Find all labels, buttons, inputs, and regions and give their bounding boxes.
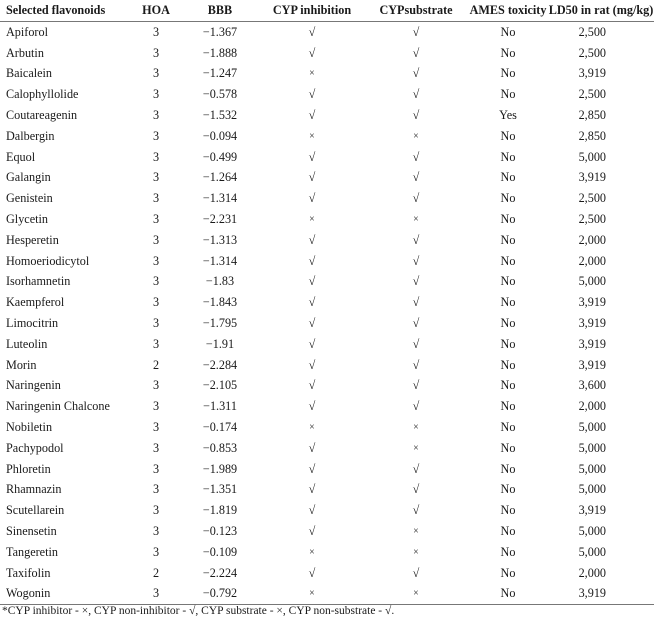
cell-cyp-substrate: √ bbox=[412, 232, 420, 247]
cell-ames-toxicity: No bbox=[500, 274, 516, 289]
cell-hoa: 3 bbox=[152, 66, 160, 81]
cell-ames-toxicity: No bbox=[500, 66, 516, 81]
cell-hoa: 2 bbox=[152, 565, 160, 580]
cell-bbb: −0.109 bbox=[202, 544, 238, 559]
cell-hoa: 3 bbox=[152, 316, 160, 331]
cell-hoa: 3 bbox=[152, 87, 160, 102]
cell-ames-toxicity: No bbox=[500, 128, 516, 143]
table-row bbox=[0, 272, 654, 293]
cell-ames-toxicity: No bbox=[500, 503, 516, 518]
cell-hoa: 3 bbox=[152, 482, 160, 497]
cell-ames-toxicity: No bbox=[500, 191, 516, 206]
cell-cyp-inhibition: √ bbox=[308, 295, 316, 310]
cell-flavonoid-name: Luteolin bbox=[6, 336, 48, 351]
cell-flavonoid-name: Dalbergin bbox=[6, 128, 55, 143]
cell-cyp-inhibition: √ bbox=[308, 399, 316, 414]
cell-bbb: −1.367 bbox=[202, 24, 238, 39]
table-row bbox=[0, 438, 654, 459]
cell-hoa: 3 bbox=[152, 524, 160, 539]
cell-flavonoid-name: Phloretin bbox=[6, 461, 51, 476]
cell-cyp-inhibition: √ bbox=[308, 524, 316, 539]
cell-cyp-inhibition: √ bbox=[308, 24, 316, 39]
cell-flavonoid-name: Isorhamnetin bbox=[6, 274, 71, 289]
cell-ames-toxicity: No bbox=[500, 336, 516, 351]
cell-hoa: 3 bbox=[152, 503, 160, 518]
cell-cyp-inhibition: √ bbox=[308, 274, 316, 289]
cell-flavonoid-name: Wogonin bbox=[0, 584, 132, 605]
cell-bbb: −1.819 bbox=[202, 503, 238, 518]
header-hoa: HOA bbox=[132, 0, 180, 22]
cell-ames-toxicity: Yes bbox=[499, 108, 517, 123]
cell-ames-toxicity: No bbox=[500, 420, 516, 435]
cell-cyp-substrate: √ bbox=[412, 87, 420, 102]
cell-cyp-substrate: × bbox=[413, 526, 419, 538]
cell-flavonoid-name: Kaempferol bbox=[6, 295, 65, 310]
cell-hoa: 3 bbox=[152, 253, 160, 268]
cell-ld50: 5,000 bbox=[578, 420, 606, 435]
cell-ld50: 2,500 bbox=[578, 191, 606, 206]
cell-bbb: −1.313 bbox=[202, 232, 238, 247]
cell-cyp-inhibition: √ bbox=[308, 232, 316, 247]
cell-cyp-substrate: × bbox=[413, 130, 419, 142]
cell-cyp-inhibition: × bbox=[309, 130, 315, 142]
cell-ames-toxicity: No bbox=[500, 232, 516, 247]
cell-hoa: 3 bbox=[152, 170, 160, 185]
cell-cyp-substrate: √ bbox=[412, 461, 420, 476]
cell-bbb: −1.989 bbox=[202, 461, 238, 476]
cell-cyp-inhibition: × bbox=[260, 584, 364, 605]
cell-cyp-substrate: √ bbox=[412, 191, 420, 206]
cell-ld50: 3,600 bbox=[578, 378, 606, 393]
table-row bbox=[0, 22, 654, 43]
table-body bbox=[0, 22, 654, 605]
cell-flavonoid-name: Equol bbox=[6, 149, 36, 164]
cell-cyp-substrate: √ bbox=[412, 336, 420, 351]
table-row bbox=[0, 355, 654, 376]
cell-hoa: 2 bbox=[152, 357, 160, 372]
cell-flavonoid-name: Galangin bbox=[6, 170, 51, 185]
cell-hoa: 3 bbox=[152, 440, 160, 455]
cell-flavonoid-name: Limocitrin bbox=[6, 316, 59, 331]
cell-bbb: −1.532 bbox=[202, 108, 238, 123]
cell-bbb: −2.105 bbox=[202, 378, 238, 393]
cell-cyp-substrate: √ bbox=[412, 295, 420, 310]
table-row bbox=[0, 313, 654, 334]
cell-bbb: −1.264 bbox=[202, 170, 238, 185]
table-row bbox=[0, 64, 654, 85]
cell-hoa: 3 bbox=[152, 45, 160, 60]
cell-cyp-substrate: √ bbox=[412, 274, 420, 289]
cell-ld50: 5,000 bbox=[578, 149, 606, 164]
table-row bbox=[0, 147, 654, 168]
cell-ames-toxicity: No bbox=[500, 24, 516, 39]
cell-cyp-substrate: √ bbox=[412, 565, 420, 580]
cell-ld50: 2,500 bbox=[578, 24, 606, 39]
table-row bbox=[0, 292, 654, 313]
cell-bbb: −1.843 bbox=[202, 295, 238, 310]
cell-cyp-inhibition: × bbox=[309, 214, 315, 226]
cell-flavonoid-name: Tangeretin bbox=[6, 544, 58, 559]
cell-bbb: −0.853 bbox=[202, 440, 238, 455]
cell-hoa: 3 bbox=[152, 336, 160, 351]
cell-flavonoid-name: Rhamnazin bbox=[6, 482, 62, 497]
cell-cyp-inhibition: √ bbox=[308, 191, 316, 206]
cell-cyp-inhibition: √ bbox=[308, 336, 316, 351]
cell-cyp-substrate: √ bbox=[412, 503, 420, 518]
header-name: Selected flavonoids bbox=[0, 0, 132, 22]
cell-ames-toxicity: No bbox=[500, 170, 516, 185]
table-row bbox=[0, 500, 654, 521]
cell-hoa: 3 bbox=[152, 399, 160, 414]
cell-bbb: −0.094 bbox=[202, 128, 238, 143]
cell-flavonoid-name: Scutellarein bbox=[6, 503, 65, 518]
cell-ld50: 5,000 bbox=[578, 524, 606, 539]
cell-bbb: −1.351 bbox=[202, 482, 238, 497]
cell-flavonoid-name: Genistein bbox=[6, 191, 53, 206]
cell-bbb: −0.174 bbox=[202, 420, 238, 435]
cell-cyp-inhibition: √ bbox=[308, 45, 316, 60]
cell-bbb: −1.314 bbox=[202, 191, 238, 206]
cell-cyp-inhibition: √ bbox=[308, 378, 316, 393]
cell-cyp-inhibition: √ bbox=[308, 108, 316, 123]
cell-cyp-substrate: × bbox=[413, 442, 419, 454]
cell-flavonoid-name: Coutareagenin bbox=[6, 108, 78, 123]
table-row bbox=[0, 480, 654, 501]
cell-cyp-inhibition: √ bbox=[308, 440, 316, 455]
cell-bbb: −1.795 bbox=[202, 316, 238, 331]
cell-hoa: 3 bbox=[152, 149, 160, 164]
cell-ld50: 2,000 bbox=[578, 253, 606, 268]
table-row bbox=[0, 168, 654, 189]
cell-ames-toxicity: No bbox=[500, 565, 516, 580]
cell-cyp-substrate: √ bbox=[412, 357, 420, 372]
cell-ld50: 3,919 bbox=[548, 584, 654, 605]
cell-ld50: 2,500 bbox=[578, 212, 606, 227]
cell-cyp-inhibition: √ bbox=[308, 461, 316, 476]
table-row bbox=[0, 396, 654, 417]
cell-ld50: 2,000 bbox=[578, 399, 606, 414]
table-row bbox=[0, 584, 654, 605]
table-row bbox=[0, 521, 654, 542]
cell-cyp-substrate: × bbox=[413, 546, 419, 558]
cell-bbb: −2.231 bbox=[202, 212, 238, 227]
cell-ames-toxicity: No bbox=[500, 482, 516, 497]
cell-ld50: 5,000 bbox=[578, 274, 606, 289]
cell-flavonoid-name: Hesperetin bbox=[6, 232, 59, 247]
cell-bbb: −1.247 bbox=[202, 66, 238, 81]
cell-ld50: 2,500 bbox=[578, 87, 606, 102]
cell-ld50: 3,919 bbox=[578, 316, 606, 331]
header-ames-toxicity: AMES toxicity bbox=[468, 0, 548, 22]
cell-hoa: 3 bbox=[152, 295, 160, 310]
cell-cyp-inhibition: √ bbox=[308, 253, 316, 268]
cell-hoa: 3 bbox=[152, 232, 160, 247]
cell-ld50: 3,919 bbox=[578, 503, 606, 518]
cell-ames-toxicity: No bbox=[500, 461, 516, 476]
cell-cyp-inhibition: × bbox=[309, 546, 315, 558]
cell-cyp-substrate: √ bbox=[412, 24, 420, 39]
header-cyp-inhibition: CYP inhibition bbox=[260, 0, 364, 22]
cell-cyp-inhibition: √ bbox=[308, 565, 316, 580]
cell-bbb: −0.123 bbox=[202, 524, 238, 539]
cell-ames-toxicity: No bbox=[500, 212, 516, 227]
cell-flavonoid-name: Pachypodol bbox=[6, 440, 64, 455]
header-cyp-substrate: CYPsubstrate bbox=[364, 0, 468, 22]
cell-bbb: −0.499 bbox=[202, 149, 238, 164]
cell-bbb: −0.578 bbox=[202, 87, 238, 102]
cell-ld50: 2,000 bbox=[578, 565, 606, 580]
cell-cyp-substrate: √ bbox=[412, 378, 420, 393]
cell-ames-toxicity: No bbox=[500, 295, 516, 310]
cell-flavonoid-name: Sinensetin bbox=[6, 524, 57, 539]
cell-hoa: 3 bbox=[152, 378, 160, 393]
cell-hoa: 3 bbox=[152, 461, 160, 476]
cell-bbb: −1.83 bbox=[205, 274, 235, 289]
cell-bbb: −1.311 bbox=[203, 399, 237, 414]
cell-ames-toxicity: No bbox=[500, 316, 516, 331]
cell-ames-toxicity: No bbox=[500, 524, 516, 539]
cell-bbb: −2.284 bbox=[202, 357, 238, 372]
cell-cyp-inhibition: √ bbox=[308, 149, 316, 164]
cell-ames-toxicity: No bbox=[500, 149, 516, 164]
table-row bbox=[0, 376, 654, 397]
cell-cyp-substrate: × bbox=[413, 422, 419, 434]
table-row bbox=[0, 188, 654, 209]
cell-hoa: 3 bbox=[152, 108, 160, 123]
cell-cyp-substrate: √ bbox=[412, 108, 420, 123]
cell-ld50: 2,850 bbox=[578, 108, 606, 123]
cell-ld50: 5,000 bbox=[578, 461, 606, 476]
header-row bbox=[0, 0, 654, 22]
cell-flavonoid-name: Naringenin Chalcone bbox=[6, 399, 110, 414]
table-row bbox=[0, 126, 654, 147]
cell-ames-toxicity: No bbox=[500, 87, 516, 102]
cell-cyp-inhibition: × bbox=[309, 422, 315, 434]
table-row bbox=[0, 209, 654, 230]
table-row bbox=[0, 334, 654, 355]
cell-hoa: 3 bbox=[152, 274, 160, 289]
cell-flavonoid-name: Homoeriodicytol bbox=[6, 253, 90, 268]
cell-ld50: 2,000 bbox=[578, 232, 606, 247]
cell-ames-toxicity: No bbox=[500, 253, 516, 268]
cell-ames-toxicity: No bbox=[500, 357, 516, 372]
cell-ld50: 3,919 bbox=[578, 336, 606, 351]
cell-hoa: 3 bbox=[152, 212, 160, 227]
table-row bbox=[0, 105, 654, 126]
cell-cyp-inhibition: √ bbox=[308, 482, 316, 497]
cell-cyp-substrate: × bbox=[364, 584, 468, 605]
cell-ames-toxicity: No bbox=[500, 399, 516, 414]
cell-ld50: 5,000 bbox=[578, 544, 606, 559]
cell-ld50: 2,850 bbox=[578, 128, 606, 143]
cell-bbb: −1.314 bbox=[202, 253, 238, 268]
cell-cyp-inhibition: × bbox=[309, 68, 315, 80]
table-row bbox=[0, 417, 654, 438]
cell-cyp-inhibition: √ bbox=[308, 503, 316, 518]
cell-cyp-inhibition: √ bbox=[308, 316, 316, 331]
cell-flavonoid-name: Taxifolin bbox=[6, 565, 51, 580]
cell-cyp-substrate: √ bbox=[412, 149, 420, 164]
cell-cyp-substrate: √ bbox=[412, 482, 420, 497]
cell-ames-toxicity: No bbox=[468, 584, 548, 605]
cell-flavonoid-name: Apiforol bbox=[6, 24, 48, 39]
cell-bbb: −0.792 bbox=[180, 584, 260, 605]
cell-hoa: 3 bbox=[152, 420, 160, 435]
cell-ld50: 2,500 bbox=[578, 45, 606, 60]
cell-hoa: 3 bbox=[152, 191, 160, 206]
cell-hoa: 3 bbox=[152, 128, 160, 143]
cell-cyp-substrate: √ bbox=[412, 253, 420, 268]
cell-hoa: 3 bbox=[132, 584, 180, 605]
table-row bbox=[0, 542, 654, 563]
cell-cyp-substrate: √ bbox=[412, 45, 420, 60]
cell-cyp-substrate: √ bbox=[412, 316, 420, 331]
cell-flavonoid-name: Naringenin bbox=[6, 378, 61, 393]
cell-flavonoid-name: Baicalein bbox=[6, 66, 53, 81]
table-row bbox=[0, 459, 654, 480]
cell-cyp-inhibition: √ bbox=[308, 87, 316, 102]
cell-bbb: −2.224 bbox=[202, 565, 238, 580]
cell-bbb: −1.888 bbox=[202, 45, 238, 60]
header-ld50: LD50 in rat (mg/kg) bbox=[548, 0, 654, 22]
header-bbb: BBB bbox=[180, 0, 260, 22]
cell-cyp-substrate: × bbox=[413, 214, 419, 226]
cell-ld50: 3,919 bbox=[578, 357, 606, 372]
table-footnote: *CYP inhibitor - ×, CYP non-inhibitor - √, CYP substrate - ×, CYP non-substrate - √. bbox=[2, 605, 395, 617]
table-row bbox=[0, 563, 654, 584]
cell-cyp-substrate: √ bbox=[412, 170, 420, 185]
cell-bbb: −1.91 bbox=[205, 336, 235, 351]
table-header bbox=[0, 0, 654, 22]
table-row bbox=[0, 43, 654, 64]
cell-cyp-substrate: √ bbox=[412, 399, 420, 414]
table-row bbox=[0, 251, 654, 272]
cell-ames-toxicity: No bbox=[500, 544, 516, 559]
cell-ames-toxicity: No bbox=[500, 378, 516, 393]
cell-cyp-inhibition: √ bbox=[308, 357, 316, 372]
cell-ld50: 5,000 bbox=[578, 482, 606, 497]
cell-ld50: 3,919 bbox=[578, 170, 606, 185]
cell-flavonoid-name: Glycetin bbox=[6, 212, 48, 227]
table-row bbox=[0, 230, 654, 251]
cell-cyp-inhibition: √ bbox=[308, 170, 316, 185]
cell-hoa: 3 bbox=[152, 544, 160, 559]
table-row bbox=[0, 84, 654, 105]
cell-ames-toxicity: No bbox=[500, 45, 516, 60]
cell-ld50: 5,000 bbox=[578, 440, 606, 455]
cell-ames-toxicity: No bbox=[500, 440, 516, 455]
cell-hoa: 3 bbox=[152, 24, 160, 39]
cell-flavonoid-name: Arbutin bbox=[6, 45, 44, 60]
cell-flavonoid-name: Morin bbox=[6, 357, 37, 372]
cell-ld50: 3,919 bbox=[578, 295, 606, 310]
cell-ld50: 3,919 bbox=[578, 66, 606, 81]
cell-flavonoid-name: Nobiletin bbox=[6, 420, 53, 435]
cell-flavonoid-name: Calophyllolide bbox=[6, 87, 79, 102]
cell-cyp-substrate: √ bbox=[412, 66, 420, 81]
